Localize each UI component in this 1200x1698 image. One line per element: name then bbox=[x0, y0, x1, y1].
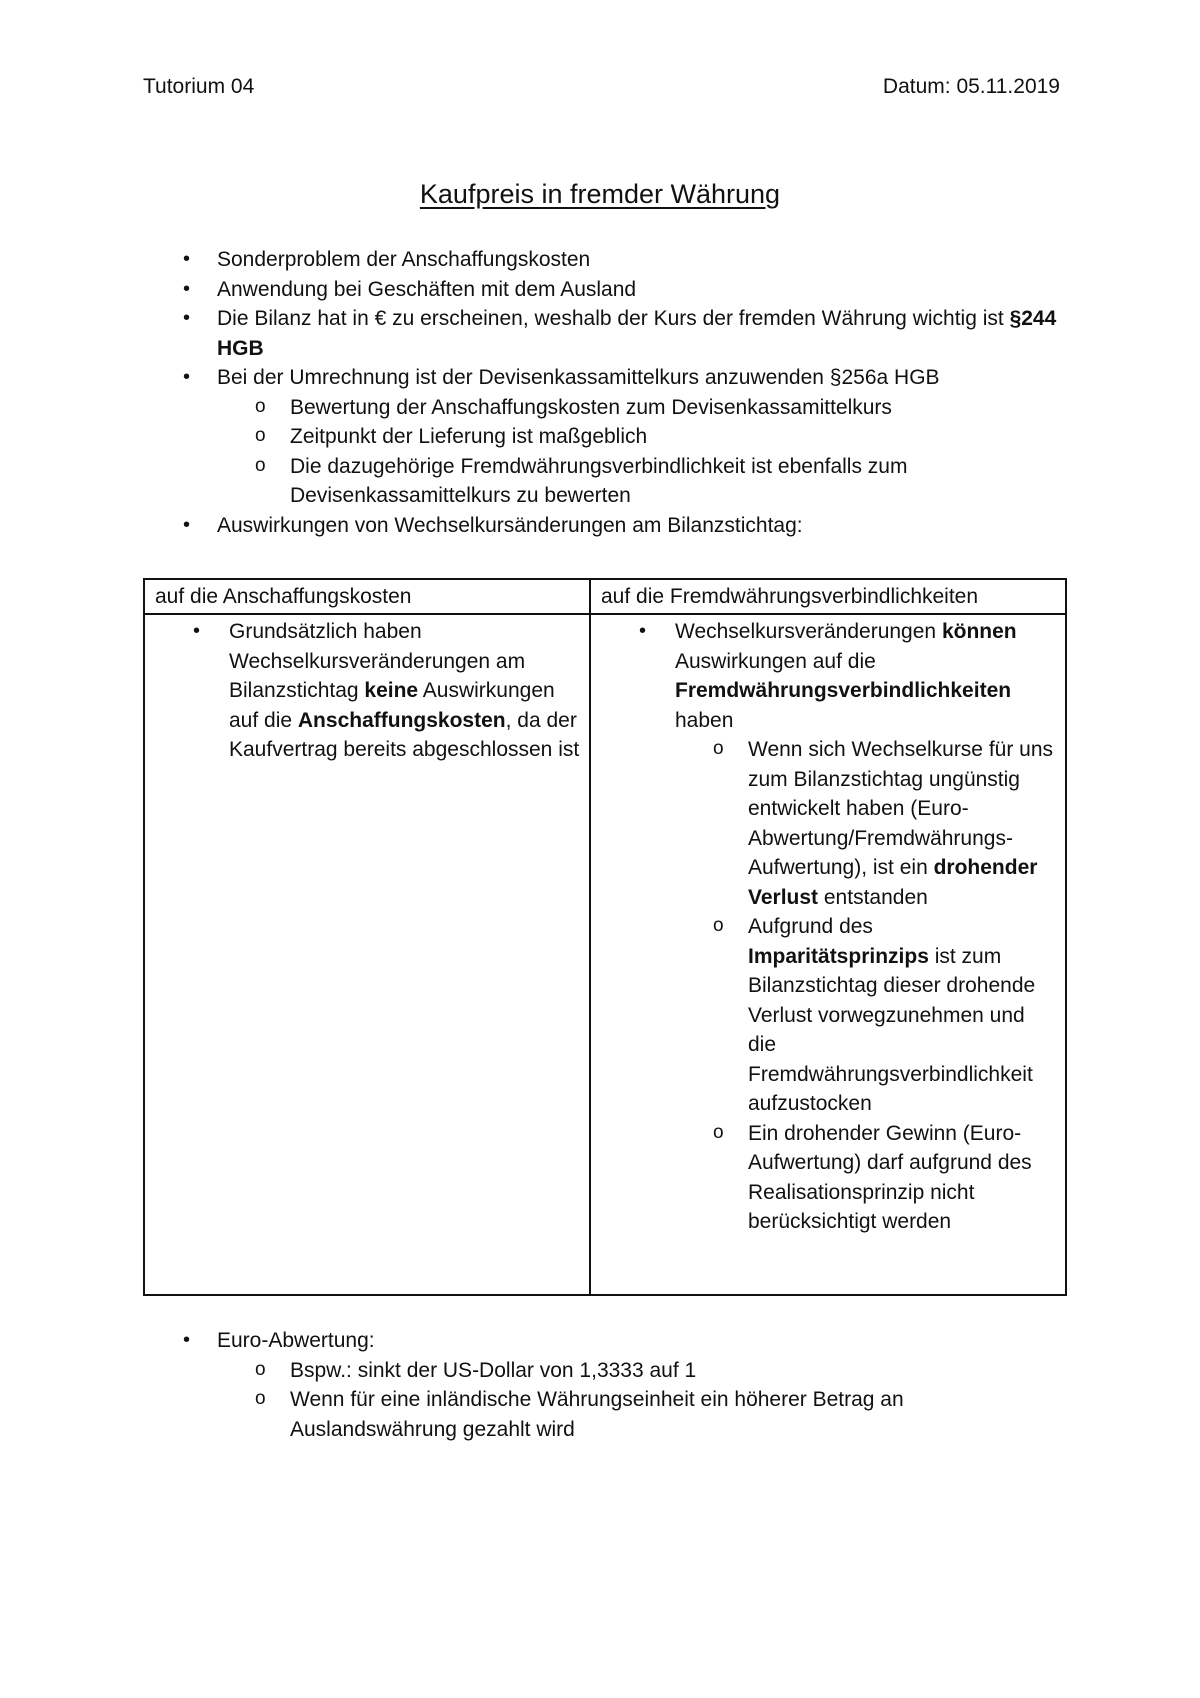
euro-devaluation-list bbox=[143, 1326, 1063, 1444]
sub-list-item: o Wenn sich Wechselkurse für uns zum Bilanzstichtag ungünstig entwickelt haben (Euro-Abwertung/Fremdwährungs-Aufwertung), ist ein drohender Verlust entstanden bbox=[591, 735, 1057, 912]
comparison-table bbox=[143, 578, 1067, 1296]
cell-liabilities bbox=[590, 614, 1066, 1295]
sub-list-item: o Aufgrund des Imparitätsprinzips ist zum Bilanzstichtag dieser drohende Verlust vorwegzunehmen und die Fremdwährungsverbindlichkeit aufzustocken bbox=[591, 912, 1057, 1119]
sub-list-item: o Die dazugehörige Fremdwährungsverbindlichkeit ist ebenfalls zum Devisenkassamittelkurs zu bewerten bbox=[143, 452, 1063, 511]
intro-list bbox=[143, 245, 1063, 540]
list-item: • Grundsätzlich haben Wechselkursveränderungen am Bilanzstichtag keine Auswirkungen auf die Anschaffungskosten, da der Kaufvertrag bereits abgeschlossen ist bbox=[145, 617, 581, 765]
hgb-reference: §244 HGB bbox=[217, 307, 1057, 360]
sub-list-item: o Ein drohender Gewinn (Euro-Aufwertung) darf aufgrund des Realisationsprinzip nicht berücksichtigt werden bbox=[591, 1119, 1057, 1237]
sub-list-item: o Wenn für eine inländische Währungseinheit ein höherer Betrag an Auslandswährung gezahlt wird bbox=[143, 1385, 1063, 1444]
page-header bbox=[143, 72, 1060, 102]
table-header-acquisition-costs: auf die Anschaffungskosten bbox=[144, 579, 590, 614]
header-tutorial: Tutorium 04 bbox=[143, 75, 255, 98]
list-item: • Die Bilanz hat in € zu erscheinen, weshalb der Kurs der fremden Währung wichtig ist §244 HGB bbox=[143, 304, 1063, 363]
list-item: • Sonderproblem der Anschaffungskosten bbox=[143, 245, 1063, 275]
list-item: • Bei der Umrechnung ist der Devisenkassamittelkurs anzuwenden §256a HGB bbox=[143, 363, 1063, 393]
sub-list-item: o Zeitpunkt der Lieferung ist maßgeblich bbox=[143, 422, 1063, 452]
header-date: Datum: 05.11.2019 bbox=[882, 75, 1060, 98]
table-header-liabilities: auf die Fremdwährungsverbindlichkeiten bbox=[590, 579, 1066, 614]
list-item: • Euro-Abwertung: bbox=[143, 1326, 1063, 1356]
page-title: Kaufpreis in fremder Währung bbox=[419, 179, 781, 209]
list-item: • Wechselkursveränderungen können Auswirkungen auf die Fremdwährungsverbindlichkeiten haben bbox=[591, 617, 1057, 735]
sub-list-item: o Bspw.: sinkt der US-Dollar von 1,3333 auf 1 bbox=[143, 1356, 1063, 1386]
sub-list-item: o Bewertung der Anschaffungskosten zum Devisenkassamittelkurs bbox=[143, 393, 1063, 423]
list-item: • Anwendung bei Geschäften mit dem Ausland bbox=[143, 275, 1063, 305]
cell-acquisition-costs bbox=[144, 614, 590, 1295]
list-item: • Auswirkungen von Wechselkursänderungen am Bilanzstichtag: bbox=[143, 511, 1063, 541]
